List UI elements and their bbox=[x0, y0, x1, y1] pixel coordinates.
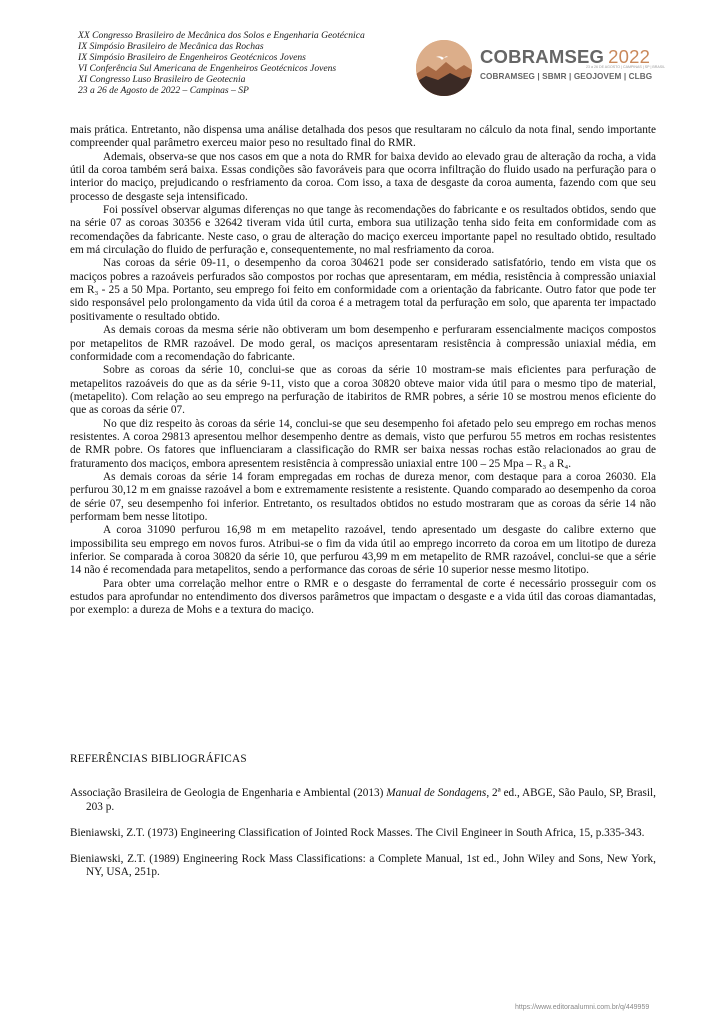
paragraph: Sobre as coroas da série 10, conclui-se que as coroas da série 10 mostram-se mais eficientes para perfuração de metapelitos razoáveis do que as da série 9-11, visto que a coroa 30820 obteve maior vida útil para o mesmo tipo de material, (metapelito). Com relação ao seu emprego na perfuração de itabiritos de RMR pobres, a série 10 se mostrou menos eficiente do que as coroas da série 07. bbox=[70, 364, 656, 417]
paragraph: Para obter uma correlação melhor entre o RMR e o desgaste do ferramental de corte é necessário prosseguir com os estudos para aprofundar no entendimento dos diversos parâmetros que impactam o desgaste e a vida útil das coroas diamantadas, por exemplo: a dureza de Mohs e a textura do maciço. bbox=[70, 577, 656, 617]
paragraph: Nas coroas da série 09-11, o desempenho da coroa 304621 pode ser considerado satisfatório, tendo em vista que os maciços pobres a razoáveis perfurados são compostos por rochas que apresentaram, em média, resistência à compressão uniaxial em R₃ - 25 a 50 Mpa. Portanto, seu emprego foi feito em conformidade com a orientação da fabricante. Outro fator que pode ter sido responsável pelo prolongamento da vida útil da coroa é a metragem total da perfuração em solo, que aparenta ter impactado positivamente o resultado obtido. bbox=[70, 257, 656, 323]
logo-tiny-text: 23 a 26 DE AGOSTO | CAMPINAS | SP | BRASIL bbox=[586, 65, 666, 69]
paragraph-continued: mais prática. Entretanto, não dispensa uma análise detalhada dos pesos que resultaram no cálculo da nota final, sendo importante compreender qual parâmetro exerceu maior peso no resultado final do RMR. bbox=[70, 124, 656, 150]
conference-line: IX Simpósio Brasileiro de Engenheiros Geotécnicos Jovens bbox=[78, 51, 306, 63]
reference-item bbox=[70, 787, 656, 814]
reference-text: Bieniawski, Z.T. (1989) Engineering Rock Mass Classifications: a Complete Manual, 1st ed., John Wiley and Sons, New York, NY, USA, 251p. bbox=[70, 852, 656, 879]
paragraph: A coroa 31090 perfurou 16,98 m em metapelito razoável, tendo apresentado um desgaste do calibre externo que impossibilita seu emprego em novos furos. Atribui-se o fim da vida útil ao emprego incorreto da coroa em um litotipo de dureza inferior. Se comparada à coroa 30820 da série 10, que perfurou 43,99 m em metapelito de RMR razoável, conclui-se que a série 14 não é recomendada para metapelitos, sendo a performance das coroas de série 10 superior nesse mesmo litotipo. bbox=[70, 524, 656, 577]
paragraph: No que diz respeito às coroas da série 14, conclui-se que seu desempenho foi afetado pelo seu emprego em rochas menos resistentes. A coroa 29813 apresentou melhor desempenho dentre as demais, visto que perfurou 55 metros em rochas resistentes de RMR pobre. Os fatores que influenciaram a classificação do RMR ser baixa nessas rochas estão relacionados ao grau de fraturamento dos maciços, embora apresentem resistência à compressão uniaxial entre 100 – 25 Mpa – R₃ a R₄. bbox=[70, 417, 656, 470]
body-text bbox=[70, 124, 656, 618]
conference-line: VI Conferência Sul Americana de Engenheiros Geotécnicos Jovens bbox=[78, 62, 337, 74]
paragraph: Foi possível observar algumas diferenças no que tange às recomendações do fabricante e os resultados obtidos, sendo que na série 07 as coroas 30356 e 32642 tiveram vida útil curta, embora sua utilização tenha sido feita em conformidade com as recomendações da fabricante. Neste caso, o grau de alteração do maciço exerceu importante papel no resultado obtido, resultado em má circulação do fluido de perfuração e, consequentemente, no mal resfriamento da coroa. bbox=[70, 204, 656, 257]
logo-name: COBRAMSEG bbox=[480, 46, 605, 67]
logo-year: 2022 bbox=[608, 46, 651, 67]
reference-title: Manual de Sondagens bbox=[386, 787, 487, 799]
logo-subtitle: COBRAMSEG | SBMR | GEOJOVEM | CLBG bbox=[480, 72, 653, 81]
paragraph: As demais coroas da mesma série não obtiveram um bom desempenho e perfuraram essencialmente maciços compostos por metapelitos de RMR razoável. De modo geral, os maciços apresentaram resistência à compressão uniaxial média, em conformidade com a recomendação do fabricante. bbox=[70, 324, 656, 363]
mountain-bird-icon bbox=[416, 40, 472, 96]
conference-line: IX Simpósio Brasileiro de Mecânica das Rochas bbox=[78, 40, 264, 52]
conference-date-line: 23 a 26 de Agosto de 2022 – Campinas – SP bbox=[78, 84, 249, 96]
paragraph: As demais coroas da série 14 foram empregadas em rochas de dureza menor, com destaque para a coroa 26030. Ela perfurou 30,12 m em gnaisse razoável a bom e extremamente resistente a resistente. Quando comparado ao desempenho da coroa de série 07, seu desempenho foi inferior. Entretanto, os resultados obtidos no estudo mostraram que as coroas da série 14 não performam bem nesse litotipo. bbox=[70, 470, 656, 523]
reference-item bbox=[70, 827, 656, 841]
reference-text-end: , 2ª ed., ABGE, São Paulo, SP, Brasil, 203 p. bbox=[86, 787, 656, 813]
logo-badge-icon bbox=[416, 40, 472, 96]
references-list bbox=[70, 787, 656, 892]
references-heading: REFERÊNCIAS BIBLIOGRÁFICAS bbox=[70, 753, 247, 765]
footer-url[interactable]: https://www.editoraalumni.com.br/q/449959 bbox=[515, 1004, 650, 1011]
conference-line: XI Congresso Luso Brasileiro de Geotecnia bbox=[78, 73, 246, 85]
cobramseg-logo bbox=[416, 40, 686, 96]
conference-line: XX Congresso Brasileiro de Mecânica dos Solos e Engenharia Geotécnica bbox=[78, 30, 365, 41]
reference-text: Associação Brasileira de Geologia de Engenharia e Ambiental (2013) bbox=[70, 787, 387, 799]
reference-text: Bieniawski, Z.T. (1973) Engineering Classification of Jointed Rock Masses. The Civil Engineer in South Africa, 15, p.335-343. bbox=[70, 826, 645, 839]
paragraph: Ademais, observa-se que nos casos em que a nota do RMR for baixa devido ao elevado grau de alteração da rocha, a vida útil da coroa também será baixa. Essas condições são favoráveis para que ocorra infiltração do fluido usado na perfuração para o interior do maciço, prejudicando o resfriamento da coroa. Com isso, a taxa de desgaste da coroa aumenta, fazendo com que seu processo de desgaste seja intensificado. bbox=[70, 150, 656, 203]
reference-item bbox=[70, 853, 656, 880]
conference-header bbox=[78, 31, 365, 96]
